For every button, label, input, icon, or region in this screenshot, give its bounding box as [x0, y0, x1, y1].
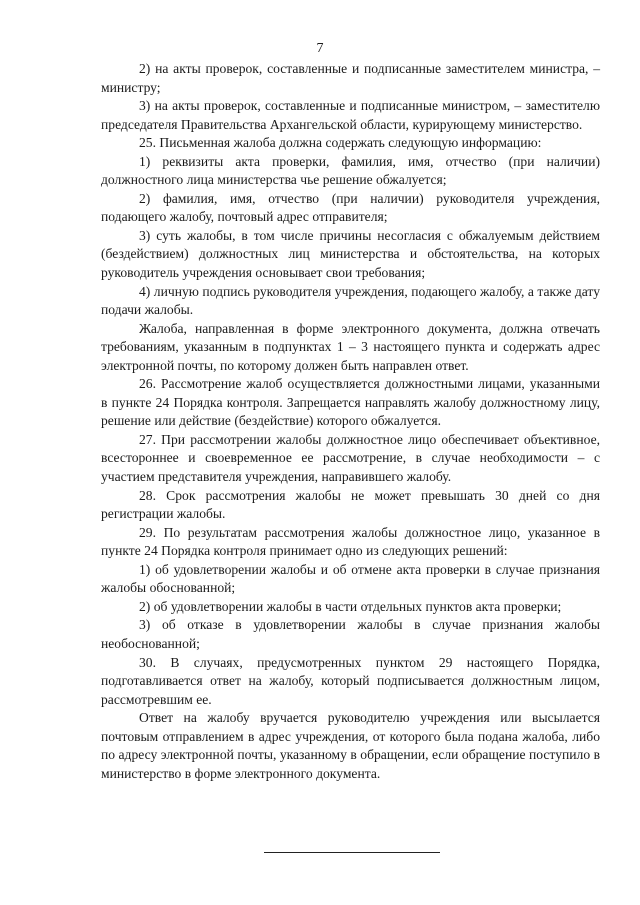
paragraph-29-item-3: 3) об отказе в удовлетворении жалобы в случае признания жалобы необоснованной; — [101, 617, 600, 651]
paragraph-29-item-2: 2) об удовлетворении жалобы в части отдельных пунктов акта проверки; — [139, 598, 562, 614]
paragraph-26: 26. Рассмотрение жалоб осуществляется должностными лицами, указанными в пункте 24 Порядка контроля. Запрещается направлять жалобу должностному лицу, решение или действие (бездействие) которого обжалуется. — [101, 376, 600, 429]
paragraph-28: 28. Срок рассмотрения жалобы не может превышать 30 дней со дня регистрации жалобы. — [101, 487, 600, 522]
paragraph-29: 29. По результатам рассмотрения жалобы должностное лицо, указанное в пункте 24 Порядка контроля принимает одно из следующих решений: — [101, 524, 600, 559]
paragraph-electronic-complaint: Жалоба, направленная в форме электронного документа, должна отвечать требованиям, указанным в подпунктах 1 – 3 настоящего пункта и содержать адрес электронной почты, по которому должен быть направлен ответ. — [101, 320, 600, 373]
paragraph-answer-delivery: Ответ на жалобу вручается руководителю учреждения или высылается почтовым отправлением в адрес учреждения, от которого была подана жалоба, либо по адресу электронной почты, указанному в обращении, если обращение поступило в министерство в форме электронного документа. — [101, 710, 600, 781]
paragraph-25-item-3: 3) суть жалобы, в том числе причины несогласия с обжалуемым действием (бездействием) должностных лиц министерства и обстоятельства, на которых руководитель учреждения основывает свои требования; — [101, 227, 600, 281]
paragraph-30: 30. В случаях, предусмотренных пунктом 29 настоящего Порядка, подготавливается ответ на жалобу, который подписывается должностным лицом, рассмотревшим ее. — [101, 654, 600, 707]
paragraph-29-item-1: 1) об удовлетворении жалобы и об отмене акта проверки в случае признания жалобы обоснованной; — [101, 561, 600, 596]
document-body — [101, 60, 600, 783]
paragraph-27: 27. При рассмотрении жалобы должностное лицо обеспечивает объективное, всестороннее и своевременное ее рассмотрение, в случае необходимости – с участием представителя учреждения, направившего жалобу. — [101, 431, 600, 485]
end-separator-line — [264, 852, 440, 853]
paragraph-item-2-deputy-minister: 2) на акты проверок, составленные и подписанные заместителем министра, – министру; — [101, 61, 600, 95]
paragraph-25-item-2: 2) фамилия, имя, отчество (при наличии) руководителя учреждения, подающего жалобу, почтовый адрес отправителя; — [101, 190, 600, 225]
paragraph-item-3-minister: 3) на акты проверок, составленные и подписанные министром, – заместителю председателя Правительства Архангельской области, курирующему министерство. — [101, 98, 600, 132]
paragraph-25-item-4: 4) личную подпись руководителя учреждения, подающего жалобу, а также дату подачи жалобы. — [101, 283, 600, 318]
paragraph-25-item-1: 1) реквизиты акта проверки, фамилия, имя, отчество (при наличии) должностного лица министерства чье решение обжалуется; — [101, 153, 600, 188]
page-number: 7 — [316, 41, 324, 56]
paragraph-25-complaint-contents: 25. Письменная жалоба должна содержать следующую информацию: — [139, 135, 542, 151]
